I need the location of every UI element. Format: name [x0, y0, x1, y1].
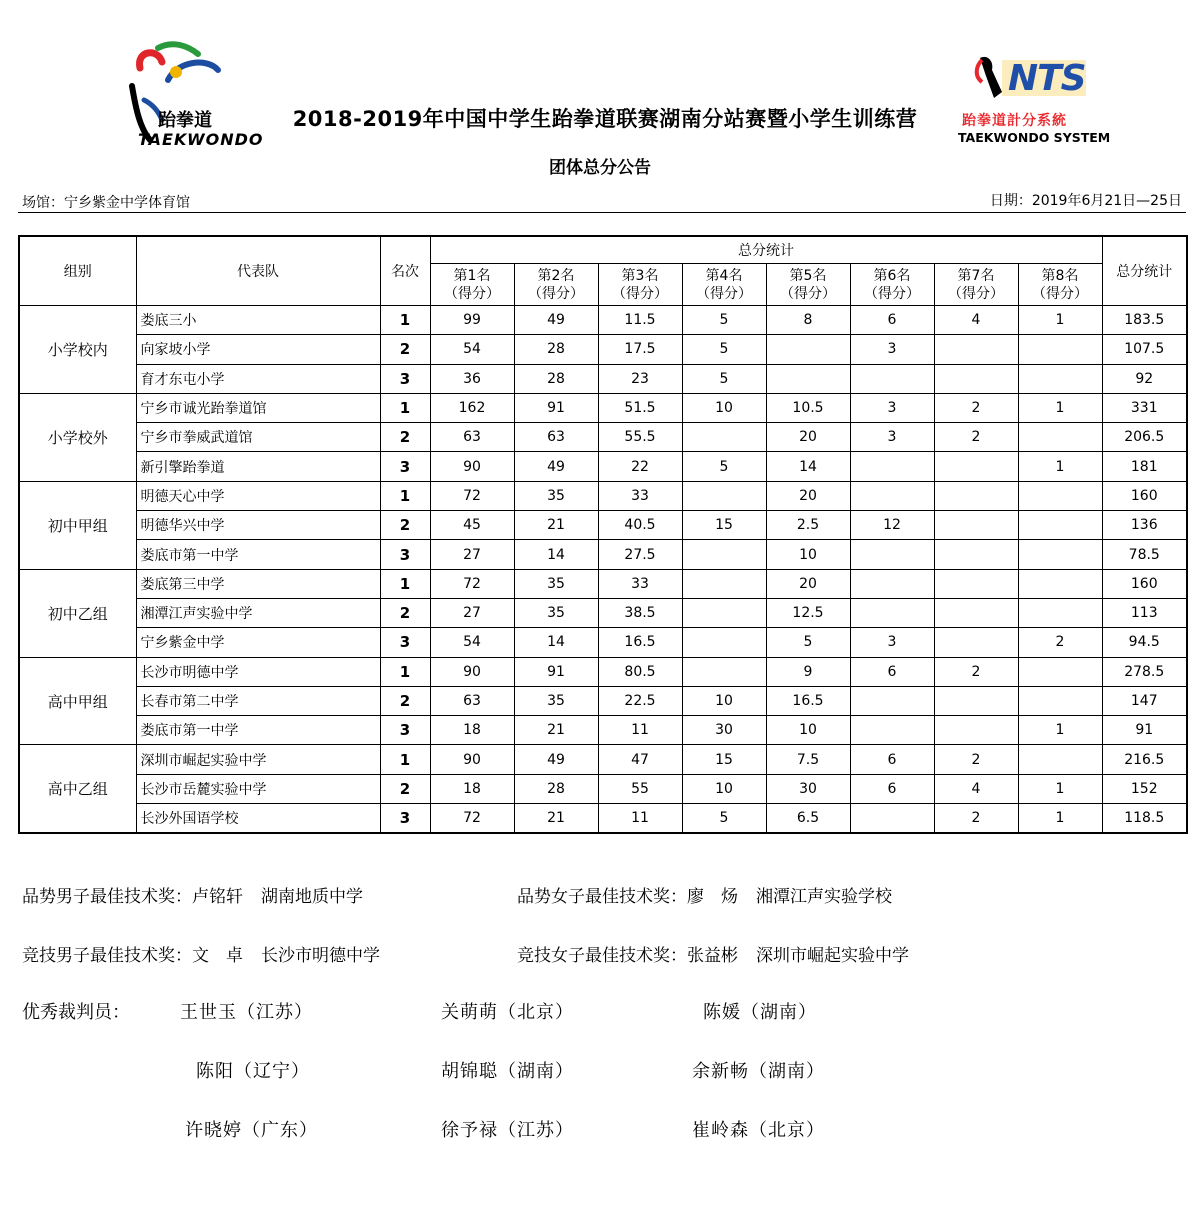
score-cell: 21 [514, 804, 598, 834]
header-place-label: 第4名 [705, 267, 743, 284]
score-cell: 63 [430, 686, 514, 715]
referee-name: 徐予禄（江苏） [441, 1120, 574, 1141]
rank-cell: 1 [380, 306, 430, 335]
score-cell: 6.5 [766, 804, 850, 834]
rank-cell: 1 [380, 569, 430, 598]
logo-english-text: TAEKWONDO [138, 130, 264, 149]
score-cell: 15 [682, 745, 766, 774]
header-place-3 [598, 264, 682, 306]
rank-cell: 2 [380, 598, 430, 627]
team-cell: 宁乡紫金中学 [136, 628, 380, 657]
logo-chinese-text: 跆拳道 [158, 110, 212, 131]
score-cell: 18 [430, 774, 514, 803]
score-cell: 27 [430, 540, 514, 569]
score-cell: 63 [514, 423, 598, 452]
score-cell: 63 [430, 423, 514, 452]
referee-name: 胡锦聪（湖南） [441, 1061, 574, 1082]
score-cell: 5 [682, 452, 766, 481]
score-cell: 91 [514, 657, 598, 686]
score-cell: 72 [430, 804, 514, 834]
score-cell: 54 [430, 335, 514, 364]
score-cell: 10 [682, 393, 766, 422]
score-cell [1018, 686, 1102, 715]
score-cell: 38.5 [598, 598, 682, 627]
score-cell: 6 [850, 306, 934, 335]
score-cell: 55.5 [598, 423, 682, 452]
rank-cell: 3 [380, 804, 430, 834]
rank-cell: 1 [380, 657, 430, 686]
score-cell [850, 569, 934, 598]
score-cell: 15 [682, 511, 766, 540]
score-cell: 4 [934, 306, 1018, 335]
score-cell: 28 [514, 364, 598, 393]
total-cell: 136 [1102, 511, 1187, 540]
referee-label: 优秀裁判员： [22, 1002, 130, 1023]
header-total: 总分统计 [1102, 236, 1187, 306]
table-row [19, 657, 1187, 686]
referee-name: 崔岭森（北京） [692, 1120, 825, 1141]
score-cell: 16.5 [766, 686, 850, 715]
score-cell [1018, 569, 1102, 598]
team-cell: 宁乡市诚光跆拳道馆 [136, 393, 380, 422]
award-kyorugi-male [22, 941, 380, 966]
score-cell: 91 [514, 393, 598, 422]
header-rank: 名次 [380, 236, 430, 306]
score-cell [934, 511, 1018, 540]
table-row [19, 686, 1187, 715]
score-cell [934, 598, 1018, 627]
score-cell [766, 335, 850, 364]
header-group: 组别 [19, 236, 136, 306]
referee-name: 陈阳（辽宁） [196, 1061, 310, 1082]
score-cell: 14 [514, 540, 598, 569]
score-cell [1018, 657, 1102, 686]
score-cell: 21 [514, 511, 598, 540]
header-divider [18, 212, 1186, 213]
header-place-sublabel: （得分） [780, 285, 836, 302]
group-cell: 高中甲组 [19, 657, 136, 745]
score-cell [1018, 540, 1102, 569]
table-row [19, 598, 1187, 627]
score-cell: 35 [514, 481, 598, 510]
award-school: 长沙市明德中学 [261, 946, 380, 966]
score-cell: 33 [598, 481, 682, 510]
group-cell: 初中乙组 [19, 569, 136, 657]
score-cell: 11 [598, 804, 682, 834]
score-cell: 2 [934, 657, 1018, 686]
team-cell: 长沙市明德中学 [136, 657, 380, 686]
score-cell [682, 657, 766, 686]
team-cell: 深圳市崛起实验中学 [136, 745, 380, 774]
team-cell: 长沙外国语学校 [136, 804, 380, 834]
score-cell: 47 [598, 745, 682, 774]
team-cell: 新引擎跆拳道 [136, 452, 380, 481]
total-cell: 94.5 [1102, 628, 1187, 657]
score-cell: 6 [850, 774, 934, 803]
total-cell: 278.5 [1102, 657, 1187, 686]
score-cell [934, 540, 1018, 569]
score-cell: 6 [850, 745, 934, 774]
header-place-sublabel: （得分） [528, 285, 584, 302]
score-cell: 1 [1018, 716, 1102, 745]
table-row [19, 306, 1187, 335]
total-cell: 152 [1102, 774, 1187, 803]
table-row [19, 393, 1187, 422]
score-cell [682, 569, 766, 598]
award-poomsae-male [22, 882, 363, 907]
score-cell [1018, 598, 1102, 627]
rank-cell: 2 [380, 686, 430, 715]
score-cell [850, 364, 934, 393]
score-cell: 3 [850, 423, 934, 452]
score-cell: 35 [514, 569, 598, 598]
table-row [19, 716, 1187, 745]
score-cell: 90 [430, 452, 514, 481]
referee-name: 许晓婷（广东） [185, 1120, 318, 1141]
score-cell: 8 [766, 306, 850, 335]
award-winner: 卢铭轩 [192, 887, 243, 907]
header-place-sublabel: （得分） [696, 285, 752, 302]
header-place-5 [766, 264, 850, 306]
rank-cell: 3 [380, 364, 430, 393]
taekwondo-logo [118, 40, 288, 150]
nts-english-text: TAEKWONDO SYSTEM [958, 130, 1111, 145]
score-cell [1018, 481, 1102, 510]
score-cell: 9 [766, 657, 850, 686]
score-cell: 10 [682, 774, 766, 803]
score-cell: 22.5 [598, 686, 682, 715]
score-cell [934, 364, 1018, 393]
total-cell: 91 [1102, 716, 1187, 745]
score-cell: 40.5 [598, 511, 682, 540]
total-cell: 113 [1102, 598, 1187, 627]
total-cell: 78.5 [1102, 540, 1187, 569]
referee-name: 王世玉（江苏） [180, 1002, 313, 1023]
score-cell: 54 [430, 628, 514, 657]
score-cell: 3 [850, 393, 934, 422]
score-cell: 4 [934, 774, 1018, 803]
total-cell: 206.5 [1102, 423, 1187, 452]
header-place-6 [850, 264, 934, 306]
score-cell [766, 364, 850, 393]
score-cell: 20 [766, 423, 850, 452]
table-row [19, 452, 1187, 481]
score-cell [1018, 364, 1102, 393]
score-cell: 51.5 [598, 393, 682, 422]
score-cell: 162 [430, 393, 514, 422]
rank-cell: 3 [380, 628, 430, 657]
team-cell: 娄底市第一中学 [136, 540, 380, 569]
rank-cell: 2 [380, 423, 430, 452]
team-score-table [18, 235, 1188, 834]
score-cell: 2 [934, 804, 1018, 834]
score-cell [682, 598, 766, 627]
score-cell: 55 [598, 774, 682, 803]
header-place-8 [1018, 264, 1102, 306]
score-cell: 1 [1018, 393, 1102, 422]
referee-name: 余新畅（湖南） [692, 1061, 825, 1082]
header-place-sublabel: （得分） [444, 285, 500, 302]
award-poomsae-female [517, 882, 892, 907]
score-cell: 72 [430, 481, 514, 510]
table-row [19, 774, 1187, 803]
nts-logo [958, 52, 1111, 152]
score-cell [850, 804, 934, 834]
table-row [19, 364, 1187, 393]
score-cell [850, 481, 934, 510]
score-cell: 1 [1018, 774, 1102, 803]
score-cell [1018, 511, 1102, 540]
header-place-label: 第6名 [873, 267, 911, 284]
score-cell [682, 423, 766, 452]
score-cell: 35 [514, 686, 598, 715]
venue-label: 场馆：宁乡紫金中学体育馆 [22, 195, 190, 211]
score-cell [682, 540, 766, 569]
score-cell: 90 [430, 745, 514, 774]
team-cell: 娄底第三中学 [136, 569, 380, 598]
score-cell: 10.5 [766, 393, 850, 422]
score-cell: 49 [514, 452, 598, 481]
score-cell: 5 [682, 335, 766, 364]
score-cell: 22 [598, 452, 682, 481]
score-cell [934, 481, 1018, 510]
score-cell [934, 628, 1018, 657]
score-cell [934, 452, 1018, 481]
group-cell: 初中甲组 [19, 481, 136, 569]
score-cell: 2 [934, 423, 1018, 452]
award-school: 湘潭江声实验学校 [756, 887, 892, 907]
header-place-label: 第5名 [789, 267, 827, 284]
score-cell: 90 [430, 657, 514, 686]
team-cell: 明德华兴中学 [136, 511, 380, 540]
score-cell: 30 [682, 716, 766, 745]
rank-cell: 2 [380, 511, 430, 540]
score-cell: 1 [1018, 306, 1102, 335]
score-cell [850, 716, 934, 745]
score-cell: 14 [514, 628, 598, 657]
referee-name: 陈媛（湖南） [703, 1002, 817, 1023]
score-cell: 18 [430, 716, 514, 745]
header-place-label: 第1名 [453, 267, 491, 284]
score-cell: 3 [850, 335, 934, 364]
score-cell: 16.5 [598, 628, 682, 657]
score-cell: 11 [598, 716, 682, 745]
score-cell: 6 [850, 657, 934, 686]
award-school: 深圳市崛起实验中学 [756, 946, 909, 966]
score-cell: 12 [850, 511, 934, 540]
group-cell: 小学校内 [19, 306, 136, 394]
group-cell: 高中乙组 [19, 745, 136, 833]
score-cell [934, 716, 1018, 745]
score-cell [1018, 745, 1102, 774]
award-winner: 廖 炀 [687, 887, 738, 907]
header-stats: 总分统计 [430, 236, 1102, 264]
header-place-label: 第2名 [537, 267, 575, 284]
referee-name: 关萌萌（北京） [441, 1002, 574, 1023]
table-row [19, 540, 1187, 569]
total-cell: 107.5 [1102, 335, 1187, 364]
total-cell: 147 [1102, 686, 1187, 715]
award-winner: 文 卓 [192, 946, 243, 966]
rank-cell: 2 [380, 335, 430, 364]
score-cell: 2 [1018, 628, 1102, 657]
page-subtitle: 团体总分公告 [549, 158, 651, 178]
table-row [19, 804, 1187, 834]
award-label: 品势男子最佳技术奖： [22, 887, 192, 907]
header-place-1 [430, 264, 514, 306]
score-cell [850, 598, 934, 627]
table-row [19, 745, 1187, 774]
score-cell [682, 481, 766, 510]
header-team: 代表队 [136, 236, 380, 306]
score-cell [934, 686, 1018, 715]
score-cell: 23 [598, 364, 682, 393]
score-cell: 27 [430, 598, 514, 627]
team-cell: 娄底三小 [136, 306, 380, 335]
header-place-sublabel: （得分） [612, 285, 668, 302]
score-cell [850, 686, 934, 715]
score-cell: 49 [514, 306, 598, 335]
team-cell: 娄底市第一中学 [136, 716, 380, 745]
score-cell: 2.5 [766, 511, 850, 540]
date-label: 日期：2019年6月21日—25日 [989, 193, 1182, 209]
rank-cell: 1 [380, 393, 430, 422]
score-cell: 12.5 [766, 598, 850, 627]
rank-cell: 1 [380, 481, 430, 510]
rank-cell: 3 [380, 716, 430, 745]
score-cell [1018, 335, 1102, 364]
score-cell: 30 [766, 774, 850, 803]
team-cell: 明德天心中学 [136, 481, 380, 510]
table-row [19, 569, 1187, 598]
table-row [19, 423, 1187, 452]
header-place-sublabel: （得分） [948, 285, 1004, 302]
total-cell: 160 [1102, 481, 1187, 510]
rank-cell: 2 [380, 774, 430, 803]
team-cell: 育才东屯小学 [136, 364, 380, 393]
total-cell: 118.5 [1102, 804, 1187, 834]
total-cell: 331 [1102, 393, 1187, 422]
score-cell: 35 [514, 598, 598, 627]
score-cell: 36 [430, 364, 514, 393]
score-cell: 27.5 [598, 540, 682, 569]
rank-cell: 1 [380, 745, 430, 774]
header-place-label: 第8名 [1041, 267, 1079, 284]
score-cell [1018, 423, 1102, 452]
total-cell: 181 [1102, 452, 1187, 481]
award-winner: 张益彬 [687, 946, 738, 966]
nts-chinese-text: 跆拳道計分系統 [962, 113, 1067, 129]
rank-cell: 3 [380, 540, 430, 569]
award-label: 竞技男子最佳技术奖： [22, 946, 192, 966]
score-cell: 80.5 [598, 657, 682, 686]
score-cell: 21 [514, 716, 598, 745]
total-cell: 183.5 [1102, 306, 1187, 335]
table-row [19, 511, 1187, 540]
score-cell: 28 [514, 774, 598, 803]
team-cell: 宁乡市拳威武道馆 [136, 423, 380, 452]
table-row [19, 481, 1187, 510]
team-cell: 向家坡小学 [136, 335, 380, 364]
score-cell: 5 [682, 306, 766, 335]
award-school: 湖南地质中学 [261, 887, 363, 907]
score-cell: 3 [850, 628, 934, 657]
score-cell: 1 [1018, 452, 1102, 481]
score-cell [934, 569, 1018, 598]
score-cell: 2 [934, 745, 1018, 774]
score-cell: 72 [430, 569, 514, 598]
score-cell: 49 [514, 745, 598, 774]
header-place-sublabel: （得分） [1032, 285, 1088, 302]
group-cell: 小学校外 [19, 393, 136, 481]
header-place-label: 第3名 [621, 267, 659, 284]
score-cell: 20 [766, 481, 850, 510]
score-cell: 28 [514, 335, 598, 364]
score-cell: 5 [682, 804, 766, 834]
header-place-2 [514, 264, 598, 306]
score-cell: 10 [766, 540, 850, 569]
header-place-label: 第7名 [957, 267, 995, 284]
score-cell [934, 335, 1018, 364]
total-cell: 160 [1102, 569, 1187, 598]
rank-cell: 3 [380, 452, 430, 481]
score-cell: 2 [934, 393, 1018, 422]
score-cell: 5 [766, 628, 850, 657]
score-cell: 11.5 [598, 306, 682, 335]
award-label: 竞技女子最佳技术奖： [517, 946, 687, 966]
header-place-7 [934, 264, 1018, 306]
total-cell: 92 [1102, 364, 1187, 393]
award-kyorugi-female [517, 941, 909, 966]
team-cell: 湘潭江声实验中学 [136, 598, 380, 627]
nts-abbr: NTS [1008, 58, 1086, 99]
score-cell: 1 [1018, 804, 1102, 834]
score-cell [682, 628, 766, 657]
team-cell: 长春市第二中学 [136, 686, 380, 715]
total-cell: 216.5 [1102, 745, 1187, 774]
score-cell: 33 [598, 569, 682, 598]
score-cell: 7.5 [766, 745, 850, 774]
score-cell: 20 [766, 569, 850, 598]
page-title: 2018-2019年中国中学生跆拳道联赛湖南分站赛暨小学生训练营 [292, 107, 918, 131]
score-cell: 17.5 [598, 335, 682, 364]
team-cell: 长沙市岳麓实验中学 [136, 774, 380, 803]
award-label: 品势女子最佳技术奖： [517, 887, 687, 907]
header-place-sublabel: （得分） [864, 285, 920, 302]
score-cell: 99 [430, 306, 514, 335]
score-cell [850, 452, 934, 481]
table-row [19, 335, 1187, 364]
score-cell: 14 [766, 452, 850, 481]
score-cell: 10 [682, 686, 766, 715]
header-place-4 [682, 264, 766, 306]
score-cell: 5 [682, 364, 766, 393]
score-cell [850, 540, 934, 569]
score-cell: 45 [430, 511, 514, 540]
table-row [19, 628, 1187, 657]
score-cell: 10 [766, 716, 850, 745]
